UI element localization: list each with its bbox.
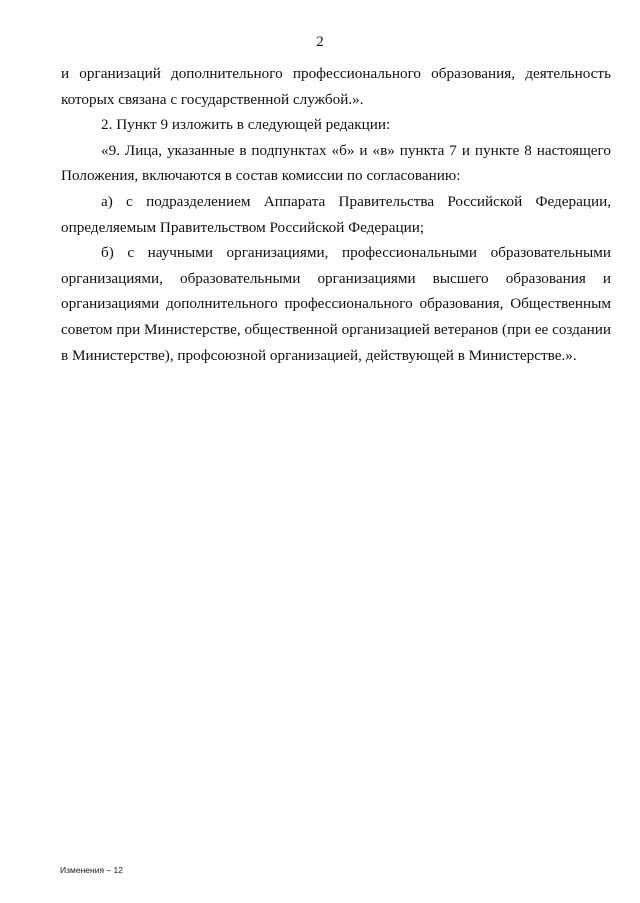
paragraph-item-9: «9. Лица, указанные в подпунктах «б» и «в» пункта 7 и пункте 8 настоящего Положения, включаются в состав комиссии по согласованию: xyxy=(61,141,611,185)
paragraph-subitem-a: а) с подразделением Аппарата Правительства Российской Федерации, определяемым Правительством Российской Федерации; xyxy=(61,192,611,236)
page-number: 2 xyxy=(316,34,324,50)
paragraph-subitem-b: б) с научными организациями, профессиональными образовательными организациями, образовательными организациями высшего образования и организациями дополнительного профессионального образования, Общественным советом при Министерстве, общественной организацией ветеранов (при ее создании в Министерстве), профсоюзной организацией, действующей в Министерстве.». xyxy=(61,244,611,364)
paragraph-continuation: и организаций дополнительного профессионального образования, деятельность которых связана с государственной службой.». xyxy=(61,65,611,108)
document-body xyxy=(61,61,611,368)
footer-note: Изменения – 12 xyxy=(60,865,123,875)
paragraph-item-2: 2. Пункт 9 изложить в следующей редакции: xyxy=(101,116,391,134)
